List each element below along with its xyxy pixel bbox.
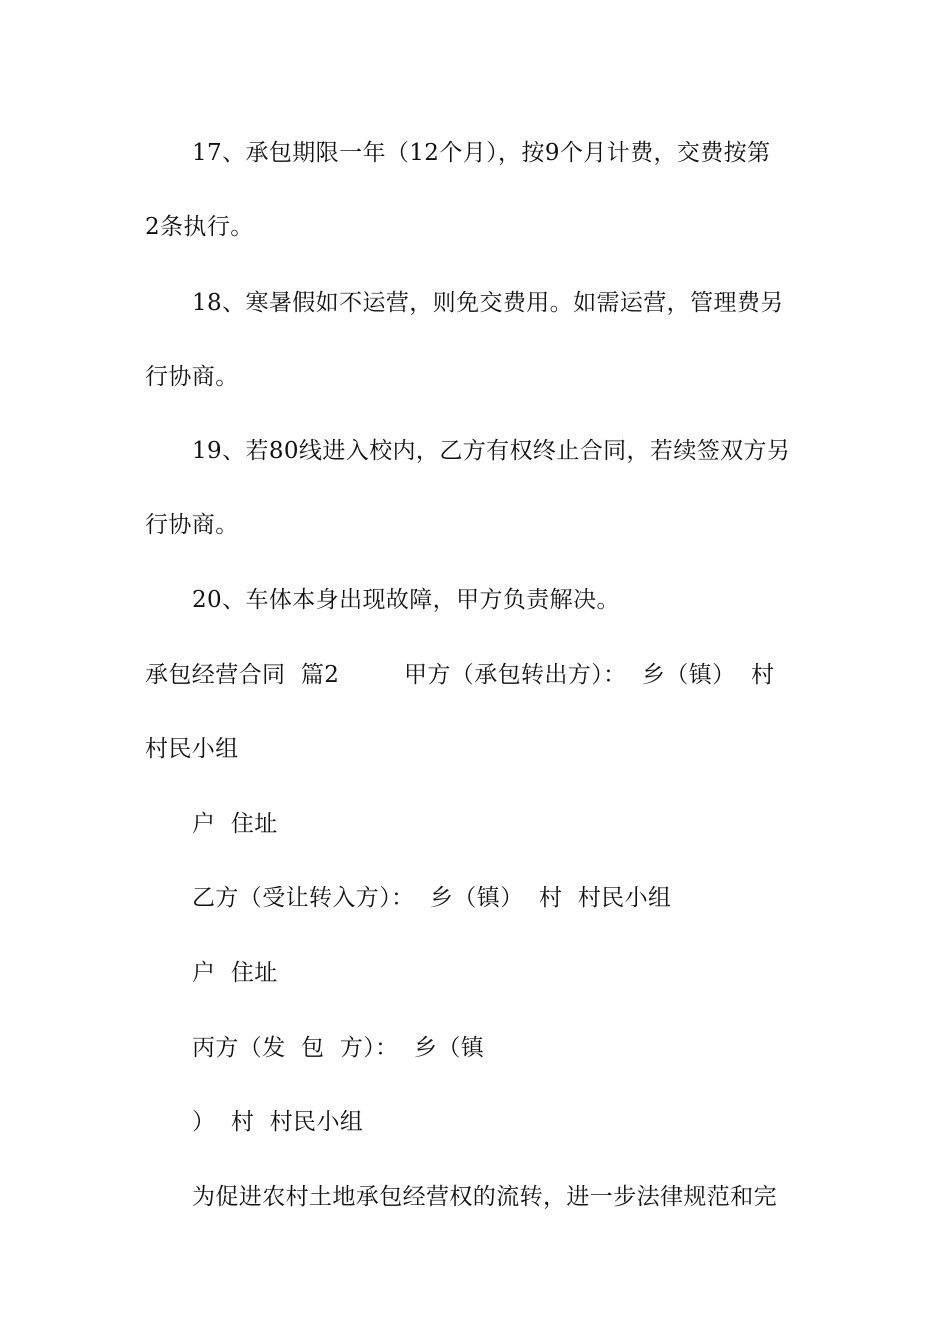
- party-c-line-1: 丙方（发 包 方）： 乡（镇: [192, 1035, 485, 1061]
- clause-19-line-1: 19、若80线进入校内，乙方有权终止合同，若续签双方另: [192, 438, 791, 464]
- party-a-address: 户 住址: [192, 811, 278, 837]
- party-b-line: 乙方（受让转入方）： 乡（镇） 村 村民小组: [192, 885, 672, 911]
- clause-20-line: 20、车体本身出现故障，甲方负责解决。: [192, 587, 620, 613]
- clause-17-line-1: 17、承包期限一年（12个月），按9个月计费，交费按第: [192, 140, 771, 166]
- clause-18-line-1: 18、寒暑假如不运营，则免交费用。如需运营，管理费另: [192, 290, 784, 316]
- clause-19-line-2: 行协商。: [145, 512, 239, 538]
- clause-17-line-2: 2条执行。: [145, 214, 254, 240]
- clause-18-line-2: 行协商。: [145, 364, 239, 390]
- party-b-address: 户 住址: [192, 960, 278, 986]
- party-c-line-2: ） 村 村民小组: [192, 1109, 364, 1135]
- section-heading: 承包经营合同 篇2: [145, 662, 340, 688]
- party-a-line-2: 村民小组: [145, 736, 239, 762]
- party-a-line-1: 甲方（承包转出方）： 乡（镇） 村: [404, 662, 775, 688]
- intro-paragraph-line: 为促进农村土地承包经营权的流转，进一步法律规范和完: [192, 1184, 777, 1210]
